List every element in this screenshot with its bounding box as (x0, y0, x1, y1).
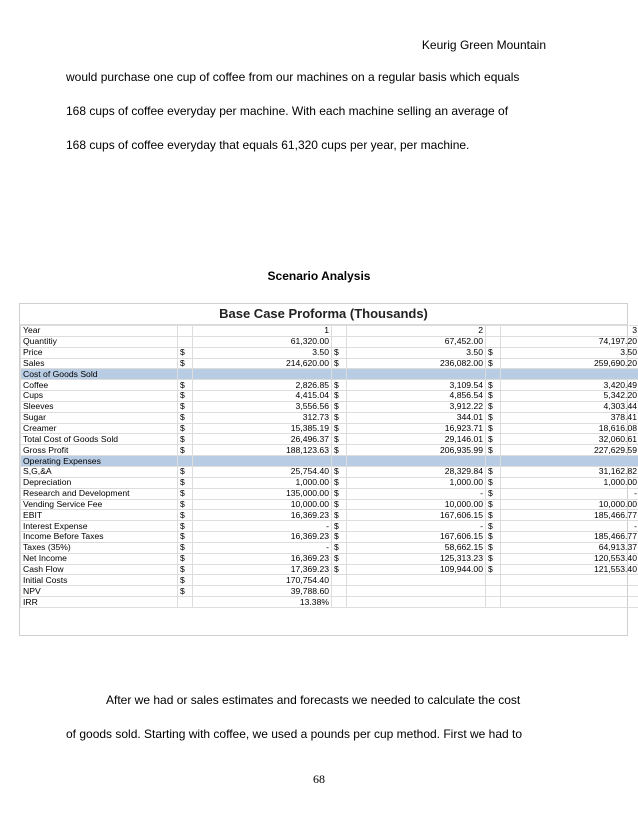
year3-value: 5,342.20 (501, 391, 638, 402)
table-row (21, 597, 638, 608)
year3-value: 4,303.44 (501, 401, 638, 412)
year3-value: 1,000.00 (501, 477, 638, 488)
year1-value: 170,754.40 (193, 575, 332, 586)
row-label: Year (21, 326, 178, 337)
year3-value: 3 (501, 326, 638, 337)
year3-value: 3,420.49 (501, 380, 638, 391)
currency-cell: $ (486, 510, 501, 521)
year2-value: 167,606.15 (347, 510, 486, 521)
year1-value: 10,000.00 (193, 499, 332, 510)
year3-value: - (501, 521, 638, 532)
table-row (21, 401, 638, 412)
currency-cell (486, 336, 501, 347)
row-label: Sugar (21, 412, 178, 423)
year2-value: 167,606.15 (347, 532, 486, 543)
year1-value (193, 456, 332, 467)
row-label: IRR (21, 597, 178, 608)
currency-cell (486, 456, 501, 467)
currency-cell: $ (486, 380, 501, 391)
table-row (21, 532, 638, 543)
currency-cell (332, 369, 347, 380)
year1-value: - (193, 542, 332, 553)
currency-cell: $ (178, 434, 193, 445)
currency-cell (486, 575, 501, 586)
currency-cell: $ (332, 401, 347, 412)
year2-value (347, 597, 486, 608)
currency-cell: $ (332, 542, 347, 553)
row-label: Cost of Goods Sold (21, 369, 178, 380)
table-row (21, 575, 638, 586)
currency-cell (332, 326, 347, 337)
year3-value: - (501, 488, 638, 499)
table-row (21, 326, 638, 337)
year2-value (347, 369, 486, 380)
currency-cell: $ (486, 434, 501, 445)
year3-value: 120,553.40 (501, 553, 638, 564)
table-row (21, 586, 638, 597)
currency-cell: $ (332, 477, 347, 488)
currency-cell: $ (178, 466, 193, 477)
currency-cell: $ (178, 499, 193, 510)
row-label: Sleeves (21, 401, 178, 412)
year1-value: 1,000.00 (193, 477, 332, 488)
currency-cell (178, 456, 193, 467)
year3-value: 31,162.82 (501, 466, 638, 477)
year1-value: 3,556.56 (193, 401, 332, 412)
year1-value: 135,000.00 (193, 488, 332, 499)
spreadsheet-title: Base Case Proforma (Thousands) (20, 304, 627, 325)
currency-cell (486, 326, 501, 337)
year3-value: 185,466.77 (501, 510, 638, 521)
year2-value: - (347, 488, 486, 499)
table-row (21, 412, 638, 423)
currency-cell (486, 586, 501, 597)
row-label: Creamer (21, 423, 178, 434)
currency-cell (332, 597, 347, 608)
row-label: Gross Profit (21, 445, 178, 456)
year3-value: 32,060.61 (501, 434, 638, 445)
year3-value (501, 597, 638, 608)
year2-value (347, 456, 486, 467)
year1-value: 17,369.23 (193, 564, 332, 575)
year1-value: 25,754.40 (193, 466, 332, 477)
row-label: Initial Costs (21, 575, 178, 586)
page-number: 68 (313, 772, 325, 786)
row-label: Taxes (35%) (21, 542, 178, 553)
currency-cell: $ (486, 532, 501, 543)
currency-cell: $ (486, 499, 501, 510)
table-row (21, 358, 638, 369)
currency-cell: $ (178, 586, 193, 597)
currency-cell: $ (178, 477, 193, 488)
currency-cell: $ (178, 532, 193, 543)
currency-cell: $ (178, 423, 193, 434)
currency-cell: $ (178, 412, 193, 423)
year3-value: 185,466.77 (501, 532, 638, 543)
year3-value: 227,629.59 (501, 445, 638, 456)
currency-cell: $ (332, 434, 347, 445)
section-band-row (21, 369, 638, 380)
table-row (21, 466, 638, 477)
row-label: Vending Service Fee (21, 499, 178, 510)
currency-cell: $ (332, 347, 347, 358)
table-row (21, 542, 638, 553)
year2-value: 344.01 (347, 412, 486, 423)
year2-value (347, 586, 486, 597)
year2-value: 206,935.99 (347, 445, 486, 456)
currency-cell: $ (486, 477, 501, 488)
table-row (21, 423, 638, 434)
year1-value: 1 (193, 326, 332, 337)
row-label: S,G,&A (21, 466, 178, 477)
currency-cell: $ (486, 553, 501, 564)
table-row (21, 510, 638, 521)
row-label: Sales (21, 358, 178, 369)
proforma-table (20, 325, 638, 608)
year2-value: 28,329.84 (347, 466, 486, 477)
row-label: Cups (21, 391, 178, 402)
currency-cell: $ (332, 358, 347, 369)
year1-value: 4,415.04 (193, 391, 332, 402)
currency-cell: $ (332, 488, 347, 499)
table-row (21, 391, 638, 402)
currency-cell: $ (486, 466, 501, 477)
year1-value: 16,369.23 (193, 532, 332, 543)
table-row (21, 445, 638, 456)
year3-value (501, 369, 638, 380)
currency-cell: $ (486, 445, 501, 456)
currency-cell: $ (332, 564, 347, 575)
section-band-row (21, 456, 638, 467)
currency-cell: $ (178, 401, 193, 412)
currency-cell: $ (178, 521, 193, 532)
currency-cell: $ (486, 412, 501, 423)
currency-cell (178, 597, 193, 608)
currency-cell (332, 586, 347, 597)
currency-cell: $ (486, 347, 501, 358)
year2-value (347, 575, 486, 586)
row-label: Research and Development (21, 488, 178, 499)
table-row (21, 499, 638, 510)
paragraph-line: 168 cups of coffee everyday per machine. With each machine selling an average of (66, 104, 509, 118)
row-label: EBIT (21, 510, 178, 521)
paragraph-line: After we had or sales estimates and forecasts we needed to calculate the cost (106, 693, 521, 707)
year2-value: 125,313.23 (347, 553, 486, 564)
currency-cell: $ (178, 358, 193, 369)
year1-value: 3.50 (193, 347, 332, 358)
year2-value: 67,452.00 (347, 336, 486, 347)
row-label: Price (21, 347, 178, 358)
row-label: Depreciation (21, 477, 178, 488)
paragraph-line: 168 cups of coffee everyday that equals 61,320 cups per year, per machine. (66, 138, 470, 152)
row-label: Interest Expense (21, 521, 178, 532)
currency-cell: $ (178, 391, 193, 402)
currency-cell (332, 575, 347, 586)
year3-value (501, 456, 638, 467)
currency-cell: $ (178, 510, 193, 521)
year3-value: 121,553.40 (501, 564, 638, 575)
currency-cell: $ (178, 347, 193, 358)
year3-value: 74,197.20 (501, 336, 638, 347)
year1-value: 214,620.00 (193, 358, 332, 369)
year2-value: 16,923.71 (347, 423, 486, 434)
table-row (21, 553, 638, 564)
year1-value: 16,369.23 (193, 510, 332, 521)
currency-cell: $ (486, 521, 501, 532)
currency-cell: $ (332, 412, 347, 423)
intro-paragraph (66, 60, 576, 162)
currency-cell: $ (178, 380, 193, 391)
year2-value: 1,000.00 (347, 477, 486, 488)
currency-cell: $ (486, 401, 501, 412)
currency-cell: $ (332, 380, 347, 391)
year2-value: 10,000.00 (347, 499, 486, 510)
year1-value: 312.73 (193, 412, 332, 423)
year1-value: 15,385.19 (193, 423, 332, 434)
year1-value: 188,123.63 (193, 445, 332, 456)
running-header: Keurig Green Mountain (421, 38, 546, 52)
currency-cell: $ (486, 488, 501, 499)
table-row (21, 521, 638, 532)
section-title: Scenario Analysis (267, 269, 371, 283)
currency-cell: $ (332, 466, 347, 477)
year2-value: 4,856.54 (347, 391, 486, 402)
year1-value: 61,320.00 (193, 336, 332, 347)
currency-cell: $ (332, 423, 347, 434)
currency-cell: $ (486, 423, 501, 434)
year3-value: 64,913.37 (501, 542, 638, 553)
year1-value: 39,788.60 (193, 586, 332, 597)
row-label: Coffee (21, 380, 178, 391)
row-label: NPV (21, 586, 178, 597)
currency-cell (332, 336, 347, 347)
currency-cell: $ (332, 510, 347, 521)
year2-value: 2 (347, 326, 486, 337)
proforma-spreadsheet (19, 303, 637, 636)
currency-cell: $ (178, 488, 193, 499)
row-label: Cash Flow (21, 564, 178, 575)
table-row (21, 336, 638, 347)
year1-value: 26,496.37 (193, 434, 332, 445)
year3-value (501, 586, 638, 597)
currency-cell: $ (332, 445, 347, 456)
year2-value: 3,912.22 (347, 401, 486, 412)
currency-cell: $ (178, 542, 193, 553)
year1-value: 13.38% (193, 597, 332, 608)
currency-cell (178, 336, 193, 347)
year2-value: 3.50 (347, 347, 486, 358)
year3-value: 378.41 (501, 412, 638, 423)
year3-value (501, 575, 638, 586)
row-label: Income Before Taxes (21, 532, 178, 543)
table-row (21, 564, 638, 575)
year2-value: 109,944.00 (347, 564, 486, 575)
year1-value: 2,826.85 (193, 380, 332, 391)
year2-value: 3,109.54 (347, 380, 486, 391)
currency-cell: $ (178, 564, 193, 575)
row-label: Net Income (21, 553, 178, 564)
year3-value: 259,690.20 (501, 358, 638, 369)
year2-value: 29,146.01 (347, 434, 486, 445)
table-row (21, 434, 638, 445)
year3-value: 3.50 (501, 347, 638, 358)
currency-cell: $ (332, 553, 347, 564)
paragraph-line: would purchase one cup of coffee from our machines on a regular basis which equals (66, 70, 520, 84)
year1-value: 16,369.23 (193, 553, 332, 564)
year1-value (193, 369, 332, 380)
currency-cell: $ (332, 521, 347, 532)
currency-cell: $ (178, 445, 193, 456)
table-row (21, 488, 638, 499)
table-row (21, 477, 638, 488)
row-label: Total Cost of Goods Sold (21, 434, 178, 445)
currency-cell (178, 369, 193, 380)
currency-cell: $ (332, 391, 347, 402)
year2-value: - (347, 521, 486, 532)
year2-value: 236,082.00 (347, 358, 486, 369)
currency-cell: $ (178, 553, 193, 564)
currency-cell (332, 456, 347, 467)
year3-value: 10,000.00 (501, 499, 638, 510)
year1-value: - (193, 521, 332, 532)
paragraph-line: of goods sold. Starting with coffee, we used a pounds per cup method. First we had to (66, 727, 523, 741)
currency-cell: $ (486, 358, 501, 369)
currency-cell (486, 597, 501, 608)
currency-cell: $ (486, 542, 501, 553)
currency-cell: $ (486, 564, 501, 575)
currency-cell (178, 326, 193, 337)
currency-cell (486, 369, 501, 380)
currency-cell: $ (486, 391, 501, 402)
row-label: Operating Expenses (21, 456, 178, 467)
body-paragraph (66, 683, 576, 751)
year3-value: 18,616.08 (501, 423, 638, 434)
row-label: Quantitiy (21, 336, 178, 347)
table-row (21, 380, 638, 391)
table-row (21, 347, 638, 358)
currency-cell: $ (332, 532, 347, 543)
currency-cell: $ (178, 575, 193, 586)
year2-value: 58,662.15 (347, 542, 486, 553)
currency-cell: $ (332, 499, 347, 510)
